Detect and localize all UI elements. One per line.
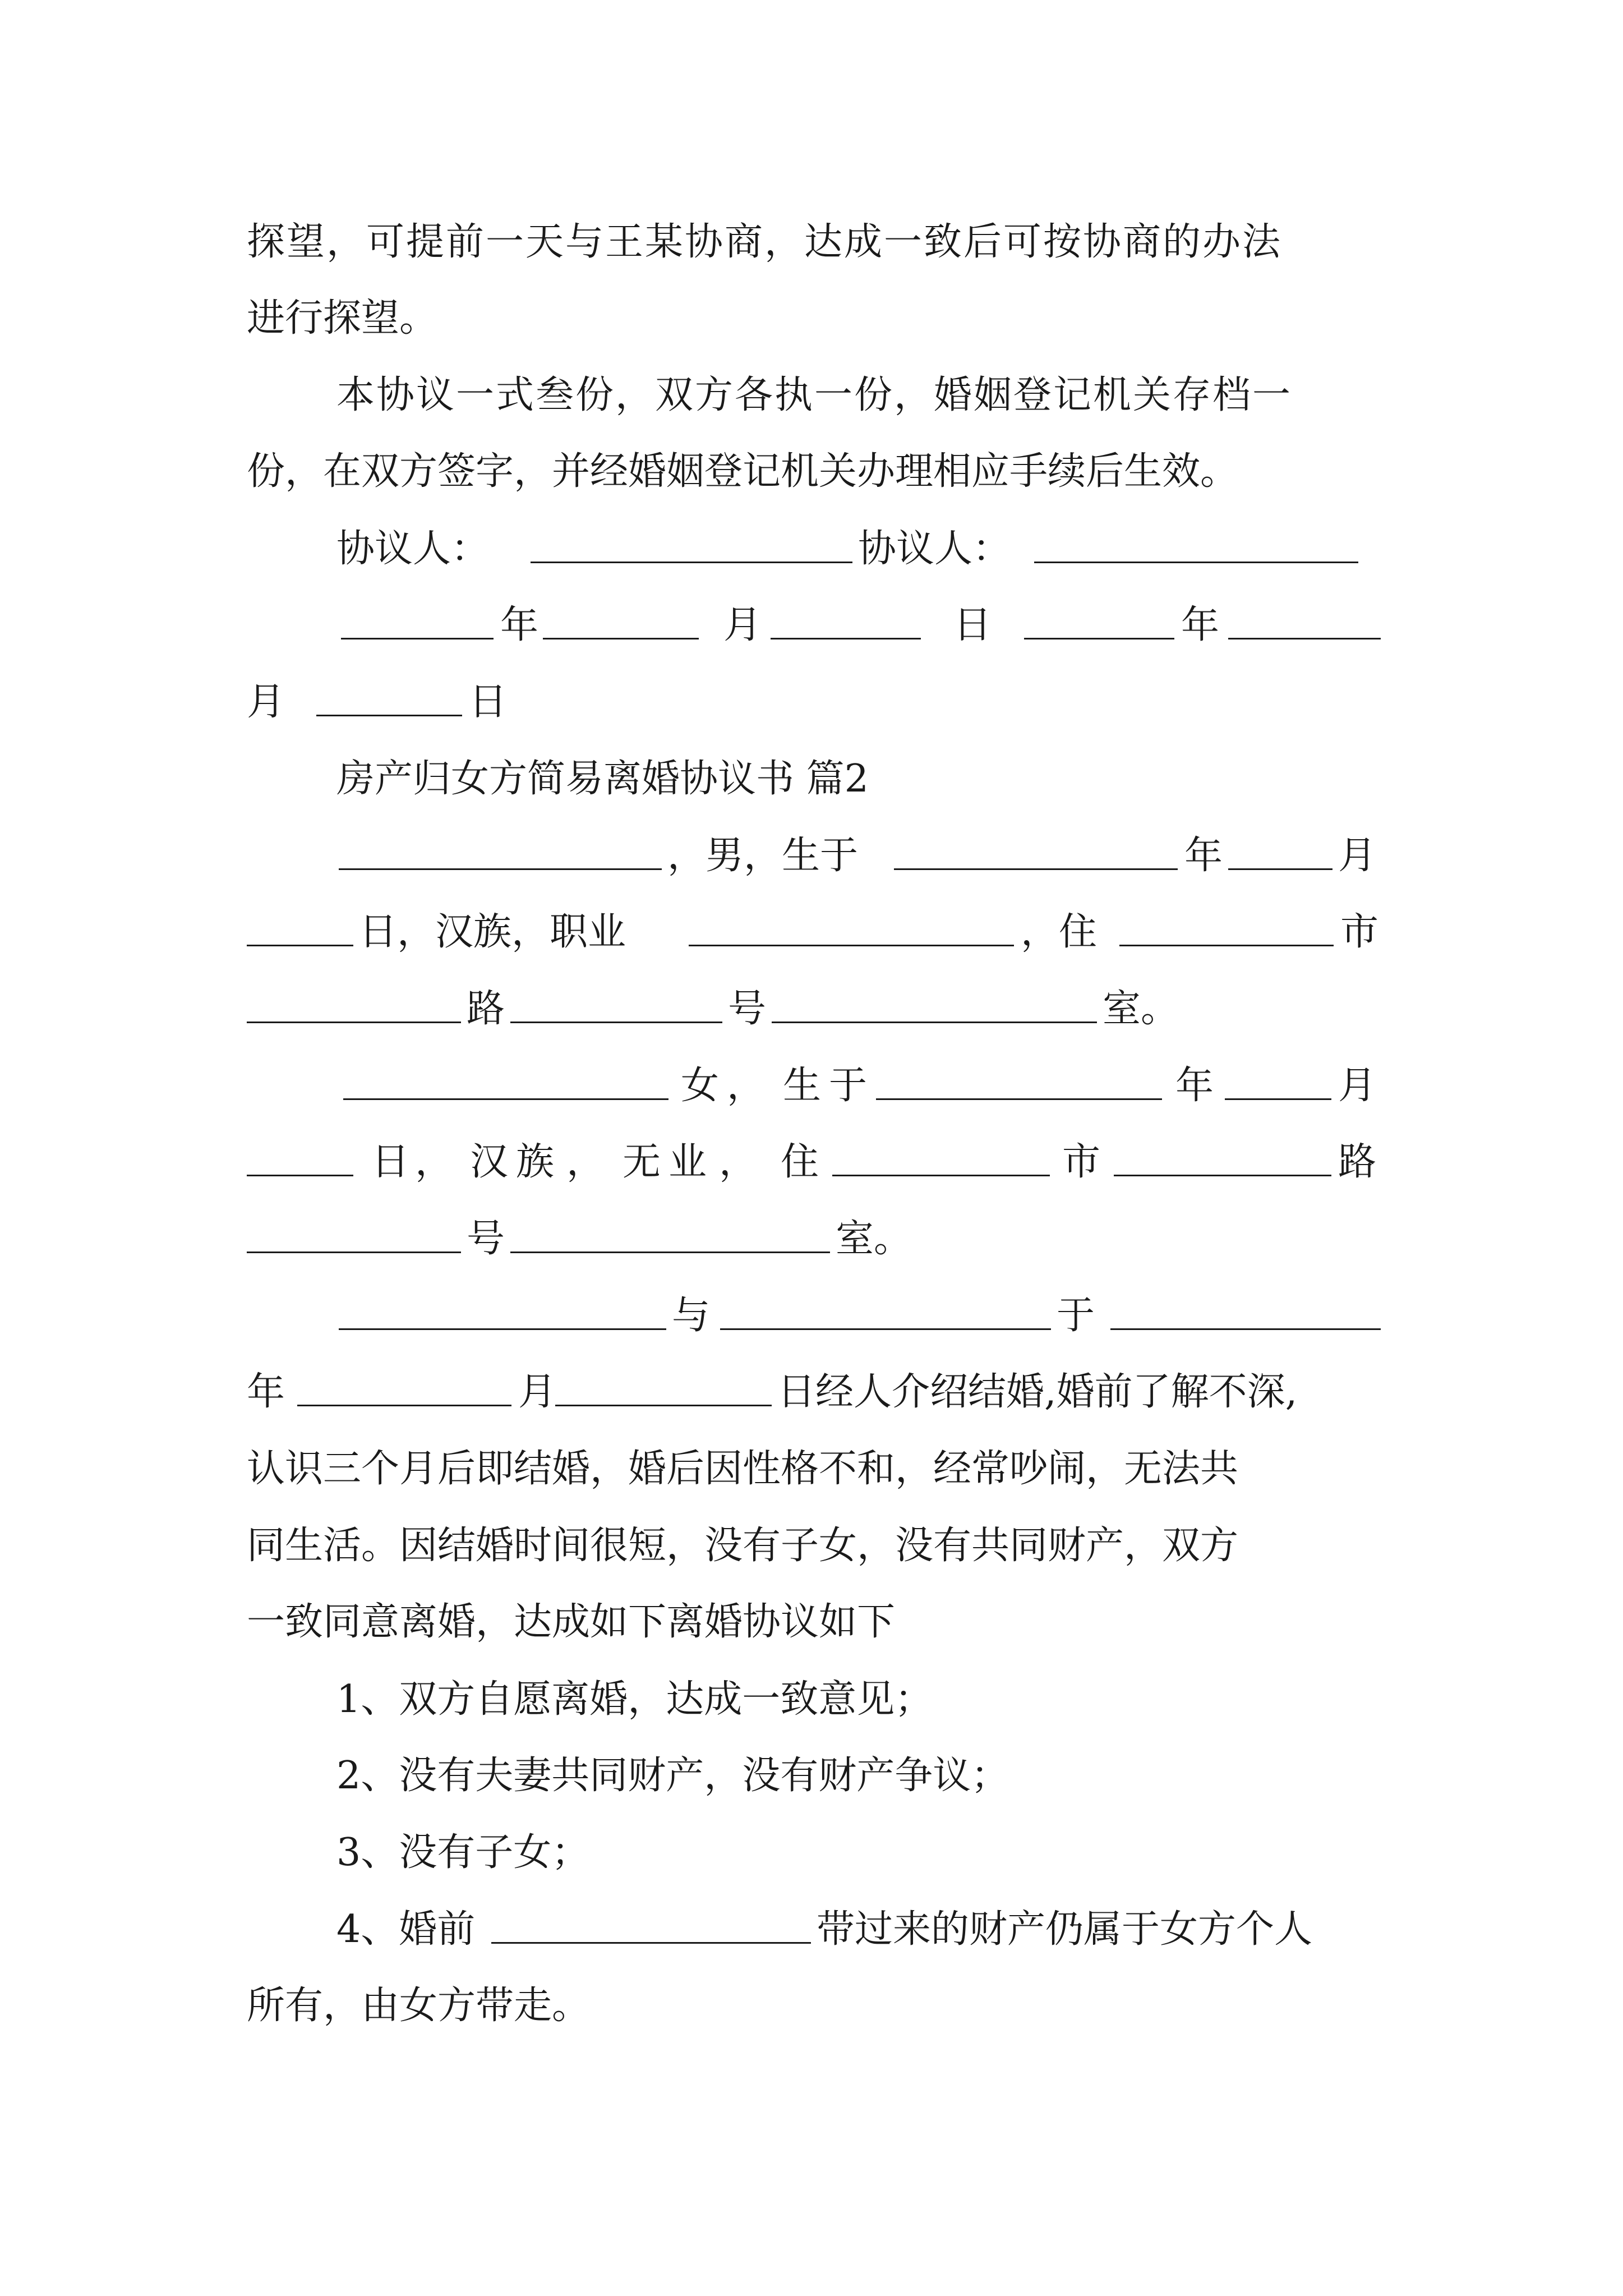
man-birth-day-blank[interactable] [247, 945, 353, 946]
year-blank[interactable] [1024, 638, 1174, 639]
with-label: 与 [672, 1294, 711, 1338]
man-day-ethnicity-job: 日，汉族，职业 [359, 910, 626, 954]
day-label: 日 [371, 1140, 410, 1184]
road-label: 路 [467, 987, 505, 1031]
month-label: 月 [247, 680, 285, 724]
day-blank[interactable] [771, 638, 921, 639]
year-label: 年 [247, 1370, 285, 1414]
marriage-day-blank[interactable] [555, 1405, 772, 1406]
city-label: 市 [1340, 910, 1379, 954]
party-a-blank[interactable] [339, 1328, 666, 1330]
woman-ethnicity: 汉族 [470, 1140, 562, 1184]
city-label: 市 [1062, 1140, 1101, 1184]
month-blank[interactable] [543, 638, 699, 639]
woman-number-blank[interactable] [247, 1251, 461, 1253]
paragraph-text: 一致同意离婚，达成如下离婚协议如下 [247, 1600, 896, 1644]
paragraph-text: 本协议一式叁份，双方各执一份，婚姻登记机关存档一 [336, 373, 1293, 417]
item-text: 3、没有子女； [336, 1830, 590, 1875]
comma: ， [566, 1140, 605, 1184]
month-label: 月 [518, 1370, 557, 1414]
man-gender-born: ，男，生于 [667, 834, 859, 878]
item-text: 2、没有夫妻共同财产，没有财产争议； [336, 1754, 1009, 1798]
text-line [247, 220, 1377, 265]
man-number-blank[interactable] [510, 1022, 722, 1023]
month-blank[interactable] [1228, 638, 1381, 639]
man-name-blank[interactable] [339, 868, 662, 870]
paragraph-text: 进行探望。 [247, 296, 438, 341]
woman-job: 无业 [623, 1140, 715, 1184]
year-label: 年 [500, 603, 539, 647]
woman-birth-day-blank[interactable] [247, 1175, 353, 1176]
woman-born-label: 生于 [783, 1064, 875, 1108]
marriage-rest: 日经人介绍结婚,婚前了解不深, [777, 1370, 1298, 1414]
item4-blank[interactable] [491, 1942, 811, 1944]
at-label: 于 [1057, 1294, 1095, 1338]
woman-room-blank[interactable] [510, 1251, 830, 1253]
year-label: 年 [1175, 1064, 1214, 1108]
comma: ， [719, 1140, 758, 1184]
month-label: 月 [1338, 1064, 1377, 1108]
day-label: 日 [469, 680, 508, 724]
room-label: 室。 [836, 1217, 912, 1261]
woman-name-blank[interactable] [343, 1098, 668, 1100]
section-title: 房产归女方简易离婚协议书 篇2 [336, 757, 869, 801]
month-label: 月 [723, 603, 762, 647]
item4-suffix: 带过来的财产仍属于女方个人 [817, 1907, 1313, 1952]
woman-road-blank[interactable] [1114, 1175, 1331, 1176]
woman-birth-month-blank[interactable] [1225, 1098, 1331, 1100]
day-label: 日 [953, 603, 992, 647]
woman-live-label: 住 [781, 1140, 819, 1184]
man-birth-year-blank[interactable] [894, 868, 1178, 870]
marriage-month-blank[interactable] [297, 1405, 511, 1406]
party2-signature-blank[interactable] [1034, 562, 1358, 563]
party2-label: 协议人： [858, 527, 1011, 571]
woman-gender: 女 [681, 1064, 720, 1108]
paragraph-text: 份，在双方签字，并经婚姻登记机关办理相应手续后生效。 [247, 449, 1239, 494]
marriage-year-blank[interactable] [1110, 1328, 1381, 1330]
item-text: 1、双方自愿离婚，达成一致意见； [336, 1677, 933, 1722]
man-live-label: ，住 [1021, 910, 1098, 954]
item4-prefix: 4、婚前 [336, 1907, 476, 1952]
comma: ， [727, 1064, 766, 1108]
man-job-blank[interactable] [689, 945, 1014, 946]
room-label: 室。 [1103, 987, 1179, 1031]
paragraph-text: 所有，由女方带走。 [247, 1984, 591, 2028]
day-blank[interactable] [316, 715, 462, 716]
party1-label: 协议人： [336, 527, 490, 571]
paragraph-text: 认识三个月后即结婚，婚后因性格不和，经常吵闹，无法共 [247, 1447, 1239, 1491]
woman-city-blank[interactable] [832, 1175, 1050, 1176]
man-room-blank[interactable] [772, 1022, 1097, 1023]
party1-signature-blank[interactable] [531, 562, 852, 563]
road-label: 路 [1338, 1140, 1377, 1184]
year-blank[interactable] [341, 638, 494, 639]
year-label: 年 [1184, 834, 1223, 878]
paragraph-text: 同生活。因结婚时间很短，没有子女，没有共同财产，双方 [247, 1524, 1239, 1568]
party-b-blank[interactable] [720, 1328, 1051, 1330]
woman-birth-year-blank[interactable] [876, 1098, 1162, 1100]
year-label: 年 [1181, 603, 1220, 647]
man-road-blank[interactable] [247, 1022, 461, 1023]
number-label: 号 [467, 1217, 505, 1261]
comma: ， [415, 1140, 454, 1184]
man-birth-month-blank[interactable] [1228, 868, 1332, 870]
paragraph-text: 探望，可提前一天与王某协商，达成一致后可按协商的办法 [247, 220, 1283, 264]
number-label: 号 [728, 987, 767, 1031]
man-city-blank[interactable] [1119, 945, 1334, 946]
month-label: 月 [1338, 834, 1377, 878]
